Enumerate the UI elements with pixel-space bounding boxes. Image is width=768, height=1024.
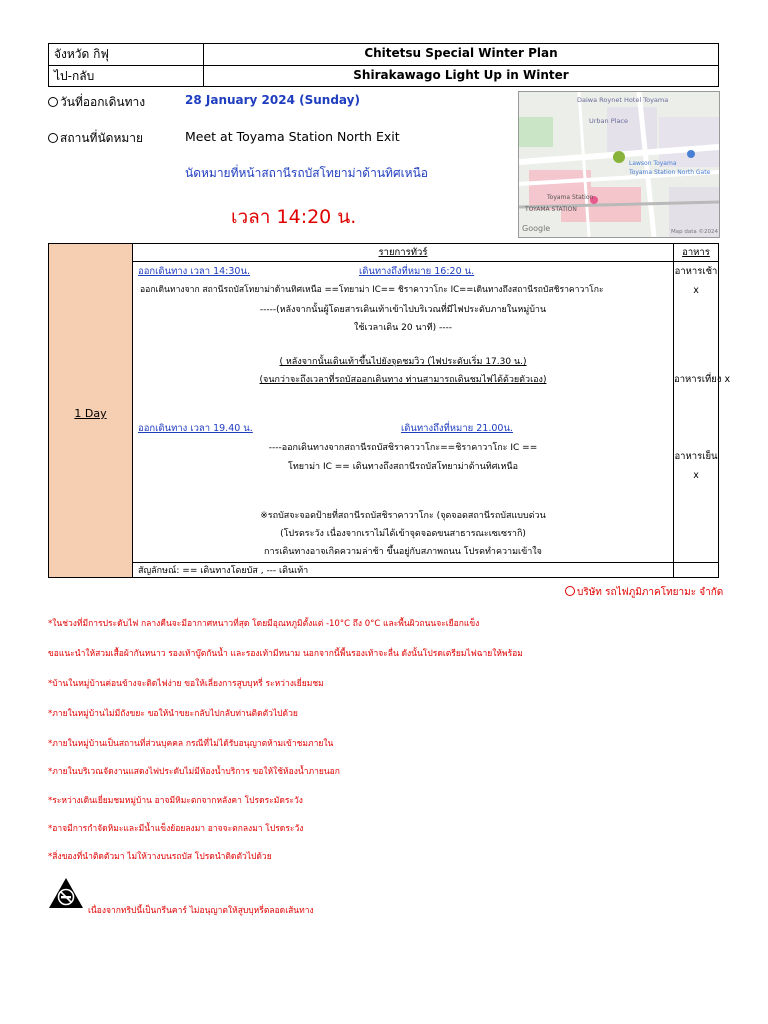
route-return-1: ----ออกเดินทางจากสถานีรถบัสชิราคาวาโกะ==ชิราคาวาโกะ IC == [268,443,538,453]
circle-bullet-icon [565,586,575,596]
map-attribution-logo: Google [522,224,551,233]
note-item: *อาจมีการกำจัดหิมะและมีน้ำแข็งย้อยลงมา อาจจะตกลงมา โปรดระวัง [48,824,304,834]
meeting-time: เวลา 14:20 น. [231,206,357,228]
note-item: *บ้านในหมู่บ้านค่อนข้างจะติดไฟง่าย ขอให้เลี่ยงการสูบบุหรี่ ระหว่างเยี่ยมชม [48,679,324,689]
place-label: สถานที่นัดหมาย [48,129,143,148]
route-outbound: ออกเดินทางจาก สถานีรถบัสโทยาม่าด้านทิศเหนือ ==โทยาม่า IC== ชิราคาวาโกะ IC==เดินทางถึงสถานีรถบัสชิราคาวาโกะ [140,285,604,295]
company-name: บริษัท รถไฟภูมิภาคโทยามะ จำกัด [565,585,723,600]
note-item: *ภายในหมู่บ้านเป็นสถานที่ส่วนบุคคล กรณีที่ไม่ได้รับอนุญาตห้ามเข้าชมภายใน [48,739,334,749]
arrive-time-2: เดินทางถึงที่หมาย 21.00น. [401,423,513,434]
light-note-2: (จนกว่าจะถึงเวลาที่รถบัสออกเดินทาง ท่านสามารถเดินชมไฟได้ด้วยตัวเอง) [259,375,547,385]
header-row-1 [49,44,718,66]
header-table [48,43,719,87]
map-label-urban-place: Urban Place [589,117,629,125]
plan-title: Chitetsu Special Winter Plan [364,46,558,60]
lunch-label: อาหารเที่ยง x [674,374,731,385]
walk-note-1: -----(หลังจากนั้นผู้โดยสารเดินเท้าเข้าไปบริเวณที่มีไฟประดับภายในหมู่บ้าน [259,305,547,315]
map-label-hotel: Daiwa Roynet Hotel Toyama [577,96,669,104]
bus-stop-note-2: (โปรดระวัง เนื่องจากเราไม่ได้เข้าจุดจอดขนสาธารณะเซเซรากิ) [280,529,526,539]
note-item: *ภายในหมู่บ้านไม่มีถังขยะ ขอให้นำขยะกลับไปกลับท่านติดตัวไปด้วย [48,709,298,719]
no-smoking-note: เนื่องจากทริปนี้เป็นกรีนคาร์ ไม่อนุญาตให้สูบบุหรี่ตลอดเส้นทาง [88,906,314,916]
note-item: *ภายในบริเวณจัดงานแสดงไฟประดับไม่มีห้องน้ำบริการ ขอให้ใช้ห้องน้ำภายนอก [48,767,340,777]
plan-subtitle: Shirakawago Light Up in Winter [353,68,569,82]
legend: สัญลักษณ์: == เดินทางโดยบัส , --- เดินเท้า [138,566,309,576]
route-return-2: โทยาม่า IC == เดินทางถึงสถานีรถบัสโทยาม่าด้านทิศเหนือ [288,462,518,472]
header-row-2 [49,66,718,87]
map-label-north-gate: Toyama Station North Gate [629,169,711,176]
map-label-station: Toyama Station [547,194,594,201]
dinner-label: อาหารเย็น [674,451,718,462]
circle-bullet-icon [48,97,58,107]
date-label: วันที่ออกเดินทาง [48,93,145,112]
bus-stop-note-1: ※รถบัสจะจอดป้ายที่สถานีรถบัสชิราคาวาโกะ (จุดจอดสถานีรถบัสแบบด่วน [260,511,546,521]
place-value: Meet at Toyama Station North Exit [185,129,400,144]
map-data-credit: Map data ©2024 [671,229,718,235]
note-item: ขอแนะนำให้สวมเสื้อผ้ากันหนาว รองเท้าบู๊ตกันน้ำ และรองเท้ามีหนาม นอกจากนี้พื้นรองเท้าจะลื่น ดังนั้นโปรดเตรียมไฟฉายให้พร้อม [48,649,523,659]
no-smoking-icon [48,877,84,909]
location-map[interactable] [518,91,720,238]
note-item: *สิ่งของที่นำติดตัวมา ไม่ให้วางบนรถบัส โปรดนำติดตัวไปด้วย [48,852,272,862]
day-label: 1 Day [74,407,107,420]
day-cell [49,244,133,577]
map-label-station-en: TOYAMA STATION [525,206,577,213]
circle-bullet-icon [48,133,58,143]
place-thai: นัดหมายที่หน้าสถานีรถบัสโทยาม่าด้านทิศเหนือ [185,166,428,180]
date-value: 28 January 2024 (Sunday) [185,93,360,107]
depart-time-1: ออกเดินทาง เวลา 14:30น. [138,266,250,277]
light-note-1: ( หลังจากนั้นเดินเท้าขึ้นไปยังจุดชมวิว (ไฟประดับเริ่ม 17.30 น.) [279,357,527,367]
itinerary-header: รายการทัวร์ [378,247,428,258]
note-item: *ในช่วงที่มีการประดับไฟ กลางคืนจะมีอากาศหนาวที่สุด โดยมีอุณหภูมิตั้งแต่ -10°C ถึง 0°C และพื้นผิวถนนจะเยือกแข็ง [48,619,480,629]
depart-time-2: ออกเดินทาง เวลา 19.40 น. [138,423,253,434]
prefecture-label: จังหวัด กิฟุ [49,44,204,65]
note-item: *ระหว่างเดินเยี่ยมชมหมู่บ้าน อาจมีหิมะตกจากหลังคา โปรดระมัดระวัง [48,796,303,806]
breakfast-value: x [693,285,699,296]
map-label-lawson: Lawson Toyama [629,160,677,167]
meals-column [674,244,731,577]
trip-type-label: ไป-กลับ [49,66,204,87]
breakfast-label: อาหารเช้า [674,266,718,277]
delay-note: การเดินทางอาจเกิดความล่าช้า ขึ้นอยู่กับสภาพถนน โปรดทำความเข้าใจ [264,547,542,557]
meeting-point-marker-icon [613,151,625,163]
dinner-value: x [693,470,699,481]
arrive-time-1: เดินทางถึงที่หมาย 16:20 น. [359,266,475,277]
walk-note-2: ใช้เวลาเดิน 20 นาที) ---- [354,323,452,333]
itinerary-table [48,243,731,578]
itinerary-details [133,244,674,577]
meal-header: อาหาร [682,247,710,258]
